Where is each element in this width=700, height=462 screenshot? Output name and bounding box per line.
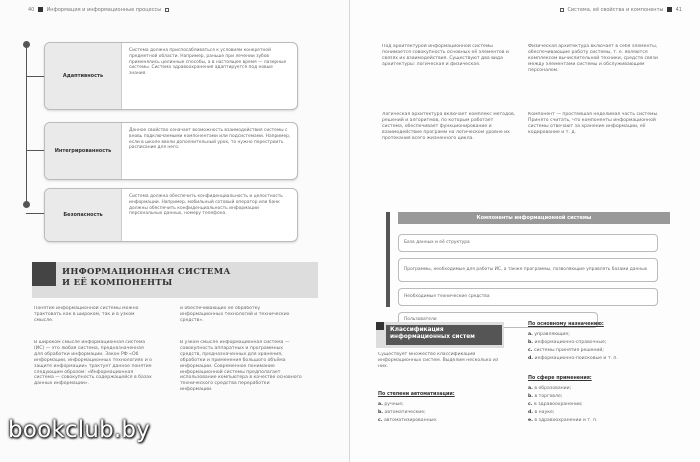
list-item: d. в науке; <box>528 410 555 415</box>
running-head-text: Информация и информационные процессы <box>46 7 162 13</box>
list-item-text: управляющие; <box>534 332 570 337</box>
body-paragraph: В узком смысле информационная система — совокупность аппаратных и программных средств, предназначенных для хранения, обработки и применения большого объёма информации. Современное понимание информационной системы предполагает использование компьютера в качестве основного технического средства переработки информации. <box>180 340 302 393</box>
list-item: c. в здравоохранении; <box>528 402 583 407</box>
logical-architecture-paragraph: Логическая архитектура включает комплекс методов, решений и алгоритмов, по которым работает система, обеспечивает функционирование и взаимодействие программ на логическом уровне их протекания всего жизненного цикла. <box>382 112 516 141</box>
connector-branch <box>26 76 44 77</box>
list-item-text: информационно-справочные; <box>534 340 607 345</box>
classification-title-line: Классификация <box>390 327 444 333</box>
square-bullet-icon <box>38 7 43 12</box>
components-vertical-bar <box>386 212 390 307</box>
list-item-text: автоматические; <box>384 410 426 415</box>
purpose-subheading: По основному назначению: <box>528 322 604 327</box>
connector-dot <box>23 201 30 208</box>
heading-block-icon <box>32 262 56 286</box>
list-item: a. в образовании; <box>528 386 572 391</box>
square-outline-icon <box>560 8 564 12</box>
list-item-text: ручные; <box>384 402 404 407</box>
classification-heading <box>376 322 504 348</box>
property-label: Безопасность <box>45 189 122 241</box>
property-description: Система должна обеспечить конфиденциальность и целостность информации. Например, мобильный сотовый оператор или банк должны обеспечить конфиденциальность информации персональных данных, номеру телефона. <box>129 194 283 217</box>
sphere-subheading: По сфере применения: <box>528 376 592 381</box>
list-item: b. в торговле; <box>528 394 563 399</box>
property-card-security <box>44 188 298 242</box>
intro-paragraph: и обеспечивающих её обработку информационных технологий и технических средств». <box>180 306 290 323</box>
component-item: Необходимые технические средства <box>398 288 658 306</box>
physical-architecture-paragraph: Физическая архитектура включает в себя элементы, обеспечивающие работу системы, т. е. являются комплексом вычислительной техники, средств связи между элементами системы и обслуживающим персоналом. <box>528 44 658 73</box>
list-item: b. автоматические; <box>378 410 426 415</box>
list-item-text: в здравоохранении и т. п. <box>534 418 598 423</box>
body-paragraph: В широком смысле информационная система (ИС) — это любая система, предназначенная для обработки информации. Закон РФ «Об информации, информационных технологиях и о защите информации» трактует данное понятие следующим образом: «Информационная система — совокупность содержащейся в базах данных информации». <box>34 340 152 387</box>
property-card-adaptivity <box>44 42 298 110</box>
component-item: Пользователи <box>398 312 598 328</box>
heading-block-icon <box>376 322 384 330</box>
property-card-integration <box>44 122 298 180</box>
list-item-text: в торговле; <box>534 394 563 399</box>
connector-branch <box>26 213 44 214</box>
component-paragraph: Компонент — простейшая неделимая часть системы. Принято считать, что компоненты информационной системы отвечают за хранение информации, её кодирование и т. д. <box>528 112 659 135</box>
list-item: c. автоматизированные. <box>378 418 438 423</box>
list-item: c. системы принятия решений; <box>528 348 604 353</box>
square-bullet-icon <box>667 7 672 12</box>
classification-intro: Существует множество классификаций информационных систем. Выделим несколько из них. <box>378 352 499 369</box>
watermark: bookclub.by <box>8 417 150 443</box>
list-item: d. информационно-поисковые и т. п. <box>528 356 618 361</box>
list-item: a. ручные; <box>378 402 404 407</box>
connector-dot <box>23 41 30 48</box>
running-head-text: Система, её свойства и компоненты <box>567 7 664 13</box>
intro-paragraph: Понятие информационной системы можно трактовать как в широком, так и в узком смысле. <box>34 306 139 323</box>
property-description: Система должна приспосабливаться к условиям конкретной предметной области. Например, раньше при лечении зубов применялись целинные способы, а в настоящее время — лазерные системы. Система здравоохранения адаптируется под новые знания. <box>129 48 287 77</box>
section-title <box>62 267 231 289</box>
square-outline-icon <box>165 8 169 12</box>
list-item-text: в образовании; <box>534 386 572 391</box>
classification-title <box>390 327 475 341</box>
property-description: Данное свойство означает возможность взаимодействия системы с вновь подключаемыми компонентами или подсистемами. Например, если в школе ввели дополнительный урок, то нужно перестроить расписание для него. <box>129 128 291 151</box>
section-title-line: ИНФОРМАЦИОННАЯ СИСТЕМА <box>62 267 231 277</box>
components-title: Компоненты информационной системы <box>398 212 670 224</box>
diagram-connector <box>26 44 27 204</box>
running-head-left <box>28 7 171 13</box>
list-item: a. управляющие; <box>528 332 570 337</box>
list-item-text: автоматизированные. <box>383 418 438 423</box>
component-item: База данных и её структура <box>398 234 658 252</box>
classification-title-line: информационных систем <box>390 334 475 340</box>
section-heading <box>32 262 318 298</box>
connector-branch <box>26 150 44 151</box>
property-label: Адаптивность <box>45 43 122 109</box>
list-item: e. в здравоохранении и т. п. <box>528 418 598 423</box>
list-item-text: информационно-поисковые и т. п. <box>534 356 618 361</box>
page-number: 40 <box>28 7 35 13</box>
running-head-right <box>558 7 682 13</box>
architecture-paragraph: Под архитектурой информационной системы понимается совокупность основных её элементов и связях их взаимодействия. Существуют два вида архитектуры: логическая и физическая. <box>382 44 509 67</box>
component-item: Программы, необходимые для работы ИС, а также программы, позволяющие управлять базами данных <box>398 258 658 282</box>
list-item-text: в здравоохранении; <box>533 402 583 407</box>
automation-subheading: По степени автоматизации: <box>378 392 455 397</box>
list-item-text: в науке; <box>534 410 555 415</box>
section-title-line: И ЕЁ КОМПОНЕНТЫ <box>62 278 173 288</box>
list-item: b. информационно-справочные; <box>528 340 607 345</box>
page-number: 41 <box>675 7 682 13</box>
list-item-text: системы принятия решений; <box>533 348 604 353</box>
property-label: Интегрированность <box>45 123 122 179</box>
